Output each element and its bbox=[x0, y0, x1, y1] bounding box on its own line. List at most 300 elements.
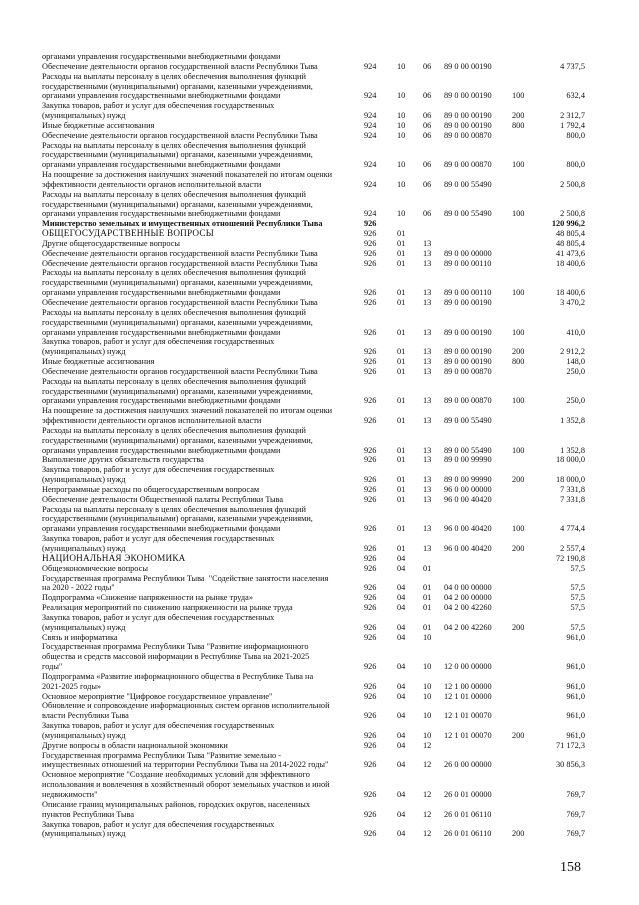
row-description: Общеэкономические вопросы bbox=[42, 563, 148, 573]
row-subsection-code: 01 bbox=[423, 593, 432, 603]
row-subsection-code: 06 bbox=[423, 61, 432, 71]
row-ministry-code: 926 bbox=[364, 238, 377, 248]
row-subsection-code: 10 bbox=[423, 711, 432, 721]
row-description: Министерство земельных и имущественных отношений Республики Тыва bbox=[42, 219, 323, 229]
row-ministry-code: 926 bbox=[364, 258, 377, 268]
row-target-article: 89 0 00 00190 bbox=[444, 327, 492, 337]
row-section-code: 01 bbox=[397, 396, 406, 406]
row-amount: 30 856,3 bbox=[555, 760, 585, 770]
row-target-article: 26 0 01 06110 bbox=[444, 809, 492, 819]
row-subsection-code: 13 bbox=[423, 544, 432, 553]
row-section-code: 01 bbox=[397, 229, 406, 239]
row-description: Закупка товаров, работ и услуг для обеспечения государственных bbox=[42, 721, 275, 731]
row-description: Закупка товаров, работ и услуг для обеспечения государственных bbox=[42, 337, 275, 347]
row-target-article: 04 2 00 00000 bbox=[444, 593, 492, 603]
row-subsection-code: 10 bbox=[423, 662, 432, 672]
row-description: Закупка товаров, работ и услуг для обеспечения государственных bbox=[42, 101, 275, 111]
row-target-article: 89 0 00 99990 bbox=[444, 455, 492, 465]
row-expense-type: 200 bbox=[512, 622, 525, 632]
row-description: Закупка товаров, работ и услуг для обеспечения государственных bbox=[42, 819, 275, 829]
row-ministry-code: 926 bbox=[364, 809, 377, 819]
row-target-article: 96 0 00 40420 bbox=[444, 524, 492, 534]
row-target-article: 12 1 01 00070 bbox=[444, 730, 492, 740]
row-ministry-code: 926 bbox=[364, 563, 377, 573]
row-amount: 250,0 bbox=[566, 366, 585, 376]
row-amount: 3 470,2 bbox=[560, 298, 585, 307]
row-section-code: 04 bbox=[397, 553, 406, 563]
row-amount: 48 805,4 bbox=[555, 238, 585, 248]
row-description: имущественных отношений на территории Республики Тыва на 2014-2022 годы" bbox=[42, 760, 329, 770]
row-target-article: 89 0 00 00870 bbox=[444, 396, 492, 406]
row-amount: 57,5 bbox=[570, 593, 585, 603]
row-description: органами управления государственными внебюджетными фондами bbox=[42, 288, 281, 298]
row-ministry-code: 924 bbox=[364, 160, 377, 170]
row-expense-type: 800 bbox=[512, 120, 525, 130]
row-amount: 2 500,8 bbox=[560, 209, 585, 219]
row-subsection-code: 13 bbox=[423, 475, 432, 485]
row-ministry-code: 926 bbox=[364, 583, 377, 593]
row-subsection-code: 10 bbox=[423, 691, 432, 701]
row-ministry-code: 926 bbox=[364, 229, 377, 239]
row-description: Выполнение других обязательств государства bbox=[42, 455, 204, 465]
row-amount: 961,0 bbox=[566, 711, 585, 721]
row-description: Описание границ муниципальных районов, городских округов, населенных bbox=[42, 799, 310, 809]
row-description: Основное мероприятие "Цифровое государственное управление" bbox=[42, 691, 273, 701]
row-amount: 800,0 bbox=[566, 160, 585, 170]
row-amount: 18 000,0 bbox=[555, 475, 585, 485]
row-target-article: 89 0 00 00190 bbox=[444, 61, 492, 71]
row-ministry-code: 926 bbox=[364, 790, 377, 799]
row-description: (муниципальных) нужд bbox=[42, 622, 126, 632]
row-target-article: 89 0 00 00190 bbox=[444, 298, 492, 307]
row-amount: 57,5 bbox=[570, 603, 585, 613]
row-section-code: 04 bbox=[397, 790, 406, 799]
row-ministry-code: 926 bbox=[364, 366, 377, 376]
row-target-article: 89 0 00 00190 bbox=[444, 120, 492, 130]
row-description: органами управления государственными внебюджетными фондами bbox=[42, 445, 281, 455]
row-ministry-code: 926 bbox=[364, 730, 377, 740]
row-section-code: 10 bbox=[397, 209, 406, 219]
row-subsection-code: 13 bbox=[423, 524, 432, 534]
row-ministry-code: 926 bbox=[364, 632, 377, 642]
row-target-article: 89 0 00 55490 bbox=[444, 445, 492, 455]
row-description: Другие общегосударственные вопросы bbox=[42, 238, 180, 248]
row-description: Расходы на выплаты персоналу в целях обеспечения выполнения функций bbox=[42, 307, 306, 317]
row-ministry-code: 926 bbox=[364, 711, 377, 721]
row-description: органами управления государственными внебюджетными фондами bbox=[42, 524, 281, 534]
row-section-code: 04 bbox=[397, 760, 406, 770]
row-description: Расходы на выплаты персоналу в целях обеспечения выполнения функций bbox=[42, 268, 306, 278]
row-description: государственными (муниципальными) органами, казенными учреждениями, bbox=[42, 514, 313, 524]
row-section-code: 04 bbox=[397, 829, 406, 839]
row-section-code: 10 bbox=[397, 160, 406, 170]
row-description: эффективности деятельности органов исполнительной власти bbox=[42, 179, 262, 189]
row-description: (муниципальных) нужд bbox=[42, 829, 126, 839]
row-target-article: 12 1 00 00000 bbox=[444, 681, 492, 691]
row-description: Обеспечение деятельности органов государственной власти Республики Тыва bbox=[42, 366, 318, 376]
row-section-code: 01 bbox=[397, 248, 406, 258]
row-subsection-code: 12 bbox=[423, 760, 432, 770]
row-section-code: 01 bbox=[397, 544, 406, 553]
row-subsection-code: 01 bbox=[423, 583, 432, 593]
row-description: государственными (муниципальными) органами, казенными учреждениями, bbox=[42, 317, 313, 327]
row-target-article: 04 0 00 00000 bbox=[444, 583, 492, 593]
row-ministry-code: 924 bbox=[364, 91, 377, 101]
row-amount: 632,4 bbox=[566, 91, 585, 101]
row-description: Расходы на выплаты персоналу в целях обеспечения выполнения функций bbox=[42, 504, 306, 514]
row-subsection-code: 13 bbox=[423, 494, 432, 504]
row-amount: 48 805,4 bbox=[555, 229, 585, 239]
row-expense-type: 200 bbox=[512, 829, 525, 839]
row-subsection-code: 13 bbox=[423, 248, 432, 258]
row-expense-type: 200 bbox=[512, 544, 525, 553]
row-amount: 769,7 bbox=[566, 790, 585, 799]
row-description: Расходы на выплаты персоналу в целях обеспечения выполнения функций bbox=[42, 376, 306, 386]
row-description: Обеспечение деятельности Общественной палаты Республики Тыва bbox=[42, 494, 284, 504]
row-section-code: 01 bbox=[397, 475, 406, 485]
row-description: Связь и информатика bbox=[42, 632, 118, 642]
row-expense-type: 100 bbox=[512, 524, 525, 534]
row-ministry-code: 926 bbox=[364, 603, 377, 613]
row-ministry-code: 926 bbox=[364, 396, 377, 406]
row-amount: 4 774,4 bbox=[560, 524, 585, 534]
row-amount: 18 000,0 bbox=[555, 455, 585, 465]
row-subsection-code: 06 bbox=[423, 91, 432, 101]
row-ministry-code: 926 bbox=[364, 248, 377, 258]
row-description: Иные бюджетные ассигнования bbox=[42, 120, 155, 130]
row-description: На поощрение за достижения наилучших значений показателей по итогам оценки bbox=[42, 406, 333, 416]
row-amount: 72 190,8 bbox=[555, 553, 585, 563]
row-description: НАЦИОНАЛЬНАЯ ЭКОНОМИКА bbox=[42, 553, 186, 563]
row-target-article: 89 0 00 00190 bbox=[444, 357, 492, 367]
row-amount: 2 557,4 bbox=[560, 544, 585, 553]
row-subsection-code: 10 bbox=[423, 632, 432, 642]
row-target-article: 89 0 00 00000 bbox=[444, 248, 492, 258]
row-description: органами управления государственными внебюджетными фондами bbox=[42, 91, 281, 101]
row-description: органами управления государственными внебюджетными фондами bbox=[42, 209, 281, 219]
row-expense-type: 100 bbox=[512, 91, 525, 101]
row-amount: 1 352,8 bbox=[560, 416, 585, 426]
row-target-article: 89 0 00 00870 bbox=[444, 130, 492, 140]
row-ministry-code: 926 bbox=[364, 475, 377, 485]
row-subsection-code: 06 bbox=[423, 130, 432, 140]
row-description: на 2020 - 2022 годы" bbox=[42, 583, 115, 593]
row-subsection-code: 06 bbox=[423, 179, 432, 189]
row-ministry-code: 926 bbox=[364, 455, 377, 465]
row-section-code: 10 bbox=[397, 91, 406, 101]
row-subsection-code: 06 bbox=[423, 111, 432, 121]
row-subsection-code: 12 bbox=[423, 809, 432, 819]
row-section-code: 04 bbox=[397, 622, 406, 632]
row-target-article: 89 0 00 00110 bbox=[444, 288, 492, 298]
row-description: государственными (муниципальными) органами, казенными учреждениями, bbox=[42, 278, 313, 288]
row-section-code: 01 bbox=[397, 494, 406, 504]
row-description: Подпрограмма «Развитие информационного общества в Республике Тыва на bbox=[42, 671, 314, 681]
row-ministry-code: 926 bbox=[364, 681, 377, 691]
page-number: 158 bbox=[560, 860, 581, 875]
row-expense-type: 100 bbox=[512, 445, 525, 455]
row-section-code: 01 bbox=[397, 524, 406, 534]
row-target-article: 04 2 00 42260 bbox=[444, 622, 492, 632]
row-amount: 1 352,8 bbox=[560, 445, 585, 455]
row-ministry-code: 926 bbox=[364, 524, 377, 534]
row-amount: 120 996,2 bbox=[551, 219, 585, 229]
row-description: недвижимости" bbox=[42, 790, 98, 799]
row-amount: 769,7 bbox=[566, 809, 585, 819]
row-description: (муниципальных) нужд bbox=[42, 347, 126, 357]
row-amount: 148,0 bbox=[566, 357, 585, 367]
row-description: государственными (муниципальными) органами, казенными учреждениями, bbox=[42, 150, 313, 160]
row-section-code: 04 bbox=[397, 711, 406, 721]
row-amount: 57,5 bbox=[570, 563, 585, 573]
row-description: органами управления государственными внебюджетными фондами bbox=[42, 396, 281, 406]
row-description: Расходы на выплаты персоналу в целях обеспечения выполнения функций bbox=[42, 189, 306, 199]
row-ministry-code: 926 bbox=[364, 593, 377, 603]
row-ministry-code: 924 bbox=[364, 111, 377, 121]
row-amount: 57,5 bbox=[570, 622, 585, 632]
row-target-article: 04 2 00 42260 bbox=[444, 603, 492, 613]
row-subsection-code: 01 bbox=[423, 622, 432, 632]
row-description: Подпрограмма «Снижение напряженности на рынке труда» bbox=[42, 593, 253, 603]
row-subsection-code: 13 bbox=[423, 445, 432, 455]
row-section-code: 04 bbox=[397, 740, 406, 750]
row-subsection-code: 13 bbox=[423, 396, 432, 406]
row-target-article: 12 0 00 00000 bbox=[444, 662, 492, 672]
row-section-code: 04 bbox=[397, 603, 406, 613]
row-amount: 2 312,7 bbox=[560, 111, 585, 121]
row-description: (муниципальных) нужд bbox=[42, 111, 126, 121]
row-ministry-code: 926 bbox=[364, 288, 377, 298]
row-target-article: 96 0 00 40420 bbox=[444, 494, 492, 504]
row-ministry-code: 924 bbox=[364, 130, 377, 140]
row-subsection-code: 06 bbox=[423, 120, 432, 130]
row-description: (муниципальных) нужд bbox=[42, 544, 126, 553]
row-target-article: 89 0 00 00110 bbox=[444, 258, 492, 268]
row-section-code: 01 bbox=[397, 416, 406, 426]
row-subsection-code: 13 bbox=[423, 416, 432, 426]
row-description: ОБЩЕГОСУДАРСТВЕННЫЕ ВОПРОСЫ bbox=[42, 229, 214, 239]
row-amount: 961,0 bbox=[566, 632, 585, 642]
row-description: Расходы на выплаты персоналу в целях обеспечения выполнения функций bbox=[42, 71, 306, 81]
row-description: Основное мероприятие "Создание необходимых условий для эффективного bbox=[42, 770, 310, 780]
row-amount: 769,7 bbox=[566, 829, 585, 839]
row-expense-type: 200 bbox=[512, 475, 525, 485]
row-target-article: 26 0 00 00000 bbox=[444, 760, 492, 770]
row-subsection-code: 06 bbox=[423, 160, 432, 170]
row-section-code: 04 bbox=[397, 809, 406, 819]
row-section-code: 04 bbox=[397, 691, 406, 701]
row-section-code: 01 bbox=[397, 288, 406, 298]
row-expense-type: 800 bbox=[512, 357, 525, 367]
row-amount: 4 737,5 bbox=[560, 61, 585, 71]
row-section-code: 01 bbox=[397, 258, 406, 268]
row-target-article: 89 0 00 00870 bbox=[444, 366, 492, 376]
row-section-code: 01 bbox=[397, 366, 406, 376]
row-subsection-code: 12 bbox=[423, 790, 432, 799]
row-amount: 7 331,8 bbox=[560, 484, 585, 494]
row-description: Закупка товаров, работ и услуг для обеспечения государственных bbox=[42, 612, 275, 622]
row-expense-type: 200 bbox=[512, 111, 525, 121]
row-subsection-code: 01 bbox=[423, 603, 432, 613]
row-amount: 2 912,2 bbox=[560, 347, 585, 357]
row-ministry-code: 926 bbox=[364, 494, 377, 504]
row-target-article: 89 0 00 00190 bbox=[444, 91, 492, 101]
row-ministry-code: 926 bbox=[364, 622, 377, 632]
row-subsection-code: 10 bbox=[423, 681, 432, 691]
row-description: (муниципальных) нужд bbox=[42, 475, 126, 485]
row-target-article: 26 0 01 00000 bbox=[444, 790, 492, 799]
row-ministry-code: 926 bbox=[364, 445, 377, 455]
row-description: государственными (муниципальными) органами, казенными учреждениями, bbox=[42, 199, 313, 209]
row-target-article: 89 0 00 99990 bbox=[444, 475, 492, 485]
row-amount: 57,5 bbox=[570, 583, 585, 593]
row-amount: 961,0 bbox=[566, 662, 585, 672]
row-subsection-code: 06 bbox=[423, 209, 432, 219]
row-section-code: 04 bbox=[397, 632, 406, 642]
row-description: органами управления государственными внебюджетными фондами bbox=[42, 160, 281, 170]
row-target-article: 96 0 00 40420 bbox=[444, 544, 492, 553]
row-section-code: 01 bbox=[397, 455, 406, 465]
row-section-code: 01 bbox=[397, 347, 406, 357]
row-ministry-code: 926 bbox=[364, 327, 377, 337]
row-ministry-code: 926 bbox=[364, 662, 377, 672]
row-description: (муниципальных) нужд bbox=[42, 730, 126, 740]
row-ministry-code: 924 bbox=[364, 120, 377, 130]
row-ministry-code: 926 bbox=[364, 298, 377, 307]
row-ministry-code: 924 bbox=[364, 209, 377, 219]
row-amount: 41 473,6 bbox=[555, 248, 585, 258]
row-ministry-code: 926 bbox=[364, 416, 377, 426]
row-description: эффективности деятельности органов исполнительной власти bbox=[42, 416, 262, 426]
row-section-code: 04 bbox=[397, 730, 406, 740]
row-subsection-code: 13 bbox=[423, 298, 432, 307]
row-amount: 410,0 bbox=[566, 327, 585, 337]
row-target-article: 89 0 00 00870 bbox=[444, 160, 492, 170]
row-section-code: 10 bbox=[397, 111, 406, 121]
row-section-code: 10 bbox=[397, 120, 406, 130]
row-section-code: 04 bbox=[397, 662, 406, 672]
row-section-code: 01 bbox=[397, 357, 406, 367]
row-description: Непрограммные расходы по общегосударственным вопросам bbox=[42, 484, 260, 494]
row-amount: 71 172,3 bbox=[555, 740, 585, 750]
row-expense-type: 100 bbox=[512, 396, 525, 406]
row-section-code: 04 bbox=[397, 593, 406, 603]
row-section-code: 01 bbox=[397, 298, 406, 307]
row-subsection-code: 13 bbox=[423, 258, 432, 268]
row-expense-type: 200 bbox=[512, 347, 525, 357]
row-description: общества и средств массовой информации в Республике Тыва на 2021-2025 bbox=[42, 652, 310, 662]
row-section-code: 01 bbox=[397, 327, 406, 337]
row-expense-type: 100 bbox=[512, 160, 525, 170]
row-description: Государственная программа Республики Тыва "Развитие земельно - bbox=[42, 750, 282, 760]
row-amount: 961,0 bbox=[566, 691, 585, 701]
row-ministry-code: 926 bbox=[364, 484, 377, 494]
row-target-article: 89 0 00 55490 bbox=[444, 209, 492, 219]
row-ministry-code: 926 bbox=[364, 691, 377, 701]
row-target-article: 89 0 00 55490 bbox=[444, 179, 492, 189]
row-description: органами управления государственными внебюджетными фондами bbox=[42, 52, 281, 61]
row-amount: 800,0 bbox=[566, 130, 585, 140]
row-target-article: 89 0 00 55490 bbox=[444, 416, 492, 426]
row-description: Обеспечение деятельности органов государственной власти Республики Тыва bbox=[42, 298, 318, 307]
row-subsection-code: 13 bbox=[423, 327, 432, 337]
row-description: пунктов Республики Тыва bbox=[42, 809, 135, 819]
row-expense-type: 200 bbox=[512, 730, 525, 740]
row-amount: 961,0 bbox=[566, 730, 585, 740]
row-description: Государственная программа Республики Тыва "Содействие занятости населения bbox=[42, 573, 329, 583]
row-amount: 961,0 bbox=[566, 681, 585, 691]
row-ministry-code: 926 bbox=[364, 219, 377, 229]
row-description: Обновление и сопровождение информационных систем органов исполнительной bbox=[42, 701, 330, 711]
row-expense-type: 100 bbox=[512, 209, 525, 219]
row-target-article: 96 0 00 00000 bbox=[444, 484, 492, 494]
row-description: Иные бюджетные ассигнования bbox=[42, 357, 155, 367]
row-section-code: 10 bbox=[397, 61, 406, 71]
row-subsection-code: 12 bbox=[423, 740, 432, 750]
row-section-code: 10 bbox=[397, 179, 406, 189]
row-description: Закупка товаров, работ и услуг для обеспечения государственных bbox=[42, 465, 275, 475]
row-ministry-code: 926 bbox=[364, 544, 377, 553]
row-section-code: 04 bbox=[397, 583, 406, 593]
row-description: годы" bbox=[42, 662, 63, 672]
row-target-article: 89 0 00 00190 bbox=[444, 111, 492, 121]
row-ministry-code: 926 bbox=[364, 740, 377, 750]
row-target-article: 12 1 01 00070 bbox=[444, 711, 492, 721]
row-subsection-code: 13 bbox=[423, 366, 432, 376]
row-description: Обеспечение деятельности органов государственной власти Республики Тыва bbox=[42, 258, 318, 268]
row-description: Закупка товаров, работ и услуг для обеспечения государственных bbox=[42, 534, 275, 544]
row-description: Расходы на выплаты персоналу в целях обеспечения выполнения функций bbox=[42, 140, 306, 150]
row-ministry-code: 926 bbox=[364, 760, 377, 770]
row-subsection-code: 10 bbox=[423, 730, 432, 740]
row-description: Государственная программа Республики Тыва "Развитие информационного bbox=[42, 642, 309, 652]
row-ministry-code: 926 bbox=[364, 357, 377, 367]
row-section-code: 04 bbox=[397, 563, 406, 573]
row-target-article: 89 0 00 00190 bbox=[444, 347, 492, 357]
row-section-code: 01 bbox=[397, 445, 406, 455]
row-description: Другие вопросы в области национальной экономики bbox=[42, 740, 228, 750]
row-subsection-code: 13 bbox=[423, 288, 432, 298]
row-subsection-code: 13 bbox=[423, 484, 432, 494]
row-section-code: 01 bbox=[397, 238, 406, 248]
row-ministry-code: 926 bbox=[364, 553, 377, 563]
row-expense-type: 100 bbox=[512, 288, 525, 298]
row-description: государственными (муниципальными) органами, казенными учреждениями, bbox=[42, 386, 313, 396]
row-subsection-code: 13 bbox=[423, 238, 432, 248]
row-amount: 250,0 bbox=[566, 396, 585, 406]
row-subsection-code: 01 bbox=[423, 563, 432, 573]
row-description: На поощрение за достижения наилучших значений показателей по итогам оценки bbox=[42, 170, 333, 180]
row-ministry-code: 924 bbox=[364, 179, 377, 189]
row-description: 2021-2025 годы» bbox=[42, 681, 102, 691]
row-amount: 18 400,6 bbox=[555, 288, 585, 298]
row-subsection-code: 13 bbox=[423, 347, 432, 357]
row-subsection-code: 12 bbox=[423, 829, 432, 839]
row-description: Обеспечение деятельности органов государственной власти Республики Тыва bbox=[42, 61, 318, 71]
row-section-code: 04 bbox=[397, 681, 406, 691]
row-subsection-code: 13 bbox=[423, 455, 432, 465]
row-amount: 1 792,4 bbox=[560, 120, 585, 130]
row-description: власти Республики Тыва bbox=[42, 711, 129, 721]
row-description: Обеспечение деятельности органов государственной власти Республики Тыва bbox=[42, 130, 318, 140]
row-ministry-code: 924 bbox=[364, 61, 377, 71]
row-description: органами управления государственными внебюджетными фондами bbox=[42, 327, 281, 337]
row-ministry-code: 926 bbox=[364, 829, 377, 839]
row-description: Реализация мероприятий по снижению напряженности на рынке труда bbox=[42, 603, 293, 613]
row-amount: 2 500,8 bbox=[560, 179, 585, 189]
row-target-article: 12 1 01 00000 bbox=[444, 691, 492, 701]
row-description: государственными (муниципальными) органами, казенными учреждениями, bbox=[42, 435, 313, 445]
